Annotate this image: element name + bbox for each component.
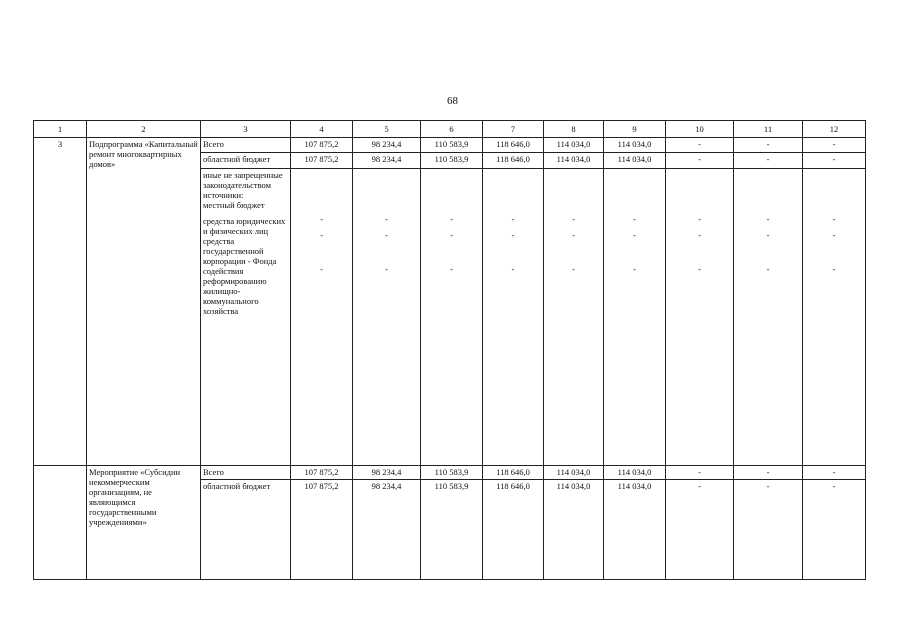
value-cell: - (385, 263, 388, 274)
value-cell: 107 875,2 (291, 480, 353, 580)
spacer (485, 170, 541, 214)
value-cell: 114 034,0 (604, 138, 666, 152)
row-index (34, 465, 87, 579)
value-stack (803, 168, 866, 465)
header-cell: 3 (201, 121, 291, 138)
other-sources-cell (201, 168, 291, 465)
value-cell: - (450, 229, 453, 240)
value-cell: - (803, 465, 866, 479)
source-cell: областной бюджет (201, 480, 291, 580)
row-name: Подпрограмма «Капитальный ремонт многоквартирных домов» (87, 138, 201, 466)
header-cell: 11 (734, 121, 803, 138)
value-cell: 98 234,4 (353, 152, 421, 168)
value-cell: - (698, 213, 701, 224)
source-legal-entities: средства юридических и физических лиц (203, 215, 286, 236)
value-cell: 98 234,4 (353, 138, 421, 152)
value-cell: - (666, 138, 734, 152)
value-cell: - (385, 229, 388, 240)
header-cell: 7 (483, 121, 544, 138)
value-cell: - (450, 263, 453, 274)
value-cell: 98 234,4 (353, 465, 421, 479)
table-row (34, 465, 866, 479)
row-name: Мероприятие «Субсидии некоммерческим организациям, не являющимся государственными учреждениями» (87, 465, 201, 579)
value-cell: - (698, 263, 701, 274)
value-cell: - (803, 152, 866, 168)
value-cell: - (766, 263, 770, 274)
value-cell: - (734, 480, 803, 580)
spacer (805, 170, 863, 214)
spacer (355, 170, 418, 214)
spacer (606, 170, 663, 214)
value-cell: - (666, 480, 734, 580)
value-cell: 110 583,9 (421, 138, 483, 152)
value-cell: 110 583,9 (421, 152, 483, 168)
header-cell: 12 (803, 121, 866, 138)
value-cell: 118 646,0 (483, 152, 544, 168)
header-cell: 2 (87, 121, 201, 138)
value-stack (734, 168, 803, 465)
value-cell: 118 646,0 (483, 480, 544, 580)
value-cell: - (832, 263, 836, 274)
value-cell: - (766, 229, 770, 240)
value-stack (421, 168, 483, 465)
value-cell: 110 583,9 (421, 465, 483, 479)
value-cell: - (320, 263, 323, 274)
value-cell: - (803, 138, 866, 152)
source-local-budget: местный бюджет (203, 199, 265, 210)
value-cell: 114 034,0 (604, 152, 666, 168)
value-cell: - (698, 229, 701, 240)
value-cell: - (572, 263, 575, 274)
value-cell: 118 646,0 (483, 138, 544, 152)
table-row (34, 138, 866, 152)
value-cell: 110 583,9 (421, 480, 483, 580)
spacer (423, 170, 480, 214)
page-number: 68 (447, 95, 458, 107)
source-cell: областной бюджет (201, 152, 291, 168)
value-cell: - (633, 213, 636, 224)
header-cell: 6 (421, 121, 483, 138)
value-cell: - (734, 152, 803, 168)
value-cell: 107 875,2 (291, 465, 353, 479)
budget-table (33, 120, 866, 580)
source-cell: Всего (201, 465, 291, 479)
header-row (34, 121, 866, 138)
value-cell: 107 875,2 (291, 138, 353, 152)
value-stack (544, 168, 604, 465)
value-cell: 114 034,0 (604, 465, 666, 479)
value-cell: 98 234,4 (353, 480, 421, 580)
source-cell: Всего (201, 138, 291, 152)
other-sources-intro: иные не запрещенные законодательством источники: (203, 169, 283, 200)
value-cell: - (511, 263, 515, 274)
value-stack (666, 168, 734, 465)
value-stack (483, 168, 544, 465)
value-cell: 114 034,0 (544, 138, 604, 152)
value-cell: - (832, 213, 836, 224)
spacer (668, 170, 731, 214)
value-cell: - (633, 263, 636, 274)
value-cell: - (511, 213, 515, 224)
header-cell: 5 (353, 121, 421, 138)
value-cell: - (511, 229, 515, 240)
value-cell: - (385, 213, 388, 224)
header-cell: 1 (34, 121, 87, 138)
value-cell: - (832, 229, 836, 240)
header-cell: 8 (544, 121, 604, 138)
value-cell: - (633, 229, 636, 240)
value-cell: 114 034,0 (544, 465, 604, 479)
value-stack (353, 168, 421, 465)
value-cell: - (320, 213, 323, 224)
value-stack (604, 168, 666, 465)
value-cell: - (666, 152, 734, 168)
value-cell: - (734, 138, 803, 152)
value-cell: - (803, 480, 866, 580)
value-cell: 114 034,0 (544, 152, 604, 168)
value-cell: - (766, 213, 770, 224)
source-fund: средства государственной корпорации - Фонда содействия реформированию жилищно-коммунального хозяйства (203, 235, 277, 316)
value-cell: 107 875,2 (291, 152, 353, 168)
header-cell: 4 (291, 121, 353, 138)
value-cell: - (320, 229, 323, 240)
value-cell: 114 034,0 (544, 480, 604, 580)
value-cell: - (572, 229, 575, 240)
value-cell: - (666, 465, 734, 479)
value-stack (291, 168, 353, 465)
spacer (736, 170, 800, 214)
header-cell: 9 (604, 121, 666, 138)
row-index: 3 (34, 138, 87, 466)
value-cell: 114 034,0 (604, 480, 666, 580)
value-cell: - (734, 465, 803, 479)
spacer (293, 170, 350, 214)
header-cell: 10 (666, 121, 734, 138)
spacer (546, 170, 601, 214)
value-cell: 118 646,0 (483, 465, 544, 479)
value-cell: - (450, 213, 453, 224)
value-cell: - (572, 213, 575, 224)
